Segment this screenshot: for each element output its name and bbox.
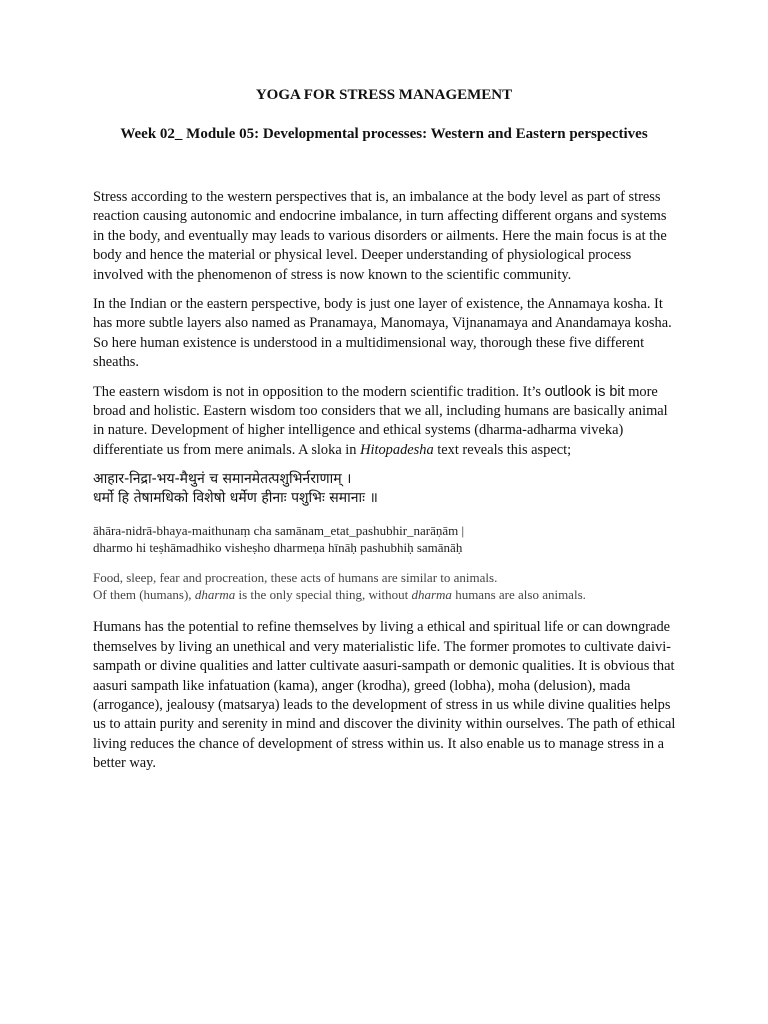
sloka-line-2: धर्मो हि तेषामधिको विशेषो धर्मेण हीनाः पशुभिः समानाः ॥ xyxy=(93,490,378,507)
translit-line-1: āhāra-nidrā-bhaya-maithunaṃ cha samānam_etat_pashubhir_narāṇām | xyxy=(93,523,465,539)
sanskrit-sloka xyxy=(93,470,677,508)
text-run: humans are also animals. xyxy=(451,587,586,603)
sloka-line-1: आहार-निद्रा-भय-मैथुनं च समानमेतत्पशुभिर्नराणाम् । xyxy=(93,471,352,488)
text-run: more broad and holistic. Eastern wisdom too considers that we all, including humans are basically animal in nature. Development of higher intelligence and ethical systems (dharma-adharma viveka) differentiate us from mere animals. A sloka in xyxy=(93,383,668,458)
sloka-transliteration xyxy=(93,522,677,556)
document-subtitle: Week 02_ Module 05: Developmental processes: Western and Eastern perspectives xyxy=(120,126,648,142)
text-run: Of them (humans), xyxy=(93,587,195,603)
text-run: is the only special thing, without xyxy=(235,587,412,603)
translation-line-2 xyxy=(93,586,677,603)
document-title: YOGA FOR STRESS MANAGEMENT xyxy=(255,87,513,103)
text-dharma: dharma xyxy=(411,587,452,603)
text-run: The eastern wisdom is not in opposition to the modern scientific tradition. It’s xyxy=(93,383,545,400)
text-run: text reveals this aspect; xyxy=(433,441,572,458)
paragraph-human-potential: Humans has the potential to refine themselves by living a ethical and spiritual life or can downgrade themselves by living an unethical and very materialistic life. The former promotes to cultivate daivi-sampath or divine qualities and latter cultivate aasuri-sampath or demonic qualities. It is obvious that aasuri sampath like infatuation (kama), anger (krodha), greed (lobha), moha (delusion), mada (arrogance), jealousy (matsarya) leads to the development of stress in us while divine qualities helps us to attain purity and serenity in mind and discover the divinity within ourselves. The path of ethical living reduces the chance of development of stress within us. It also enable us to manage stress in a better way. xyxy=(93,619,676,772)
translation-line-1: Food, sleep, fear and procreation, these acts of humans are similar to animals. xyxy=(93,570,498,586)
translit-line-2: dharmo hi teṣhāmadhiko visheṣho dharmeṇa hīnāḥ pashubhiḥ samānāḥ xyxy=(93,540,463,556)
text-run-sans: outlook is bit xyxy=(544,383,625,400)
document-body xyxy=(93,188,677,784)
paragraph-eastern-perspective: In the Indian or the eastern perspective, body is just one layer of existence, the Annamaya kosha. It has more subtle layers also named as Pranamaya, Manomaya, Vijnanamaya and Anandamaya kosha. So here human existence is understood in a multidimensional way, thorough these five different sheaths. xyxy=(93,296,672,371)
text-hitopadesha: Hitopadesha xyxy=(360,441,434,458)
text-dharma: dharma xyxy=(194,587,236,603)
paragraph-eastern-wisdom xyxy=(93,383,677,461)
paragraph-western-perspective: Stress according to the western perspectives that is, an imbalance at the body level as part of stress reaction causing autonomic and endocrine imbalance, in turn affecting different organs and systems in the body, and eventually may leads to various disorders or ailments. Here the main focus is at the body and hence the material or physical level. Deeper understanding of physiological process involved with the phenomenon of stress is now known to the scientific community. xyxy=(93,189,667,283)
sloka-translation xyxy=(93,569,677,603)
